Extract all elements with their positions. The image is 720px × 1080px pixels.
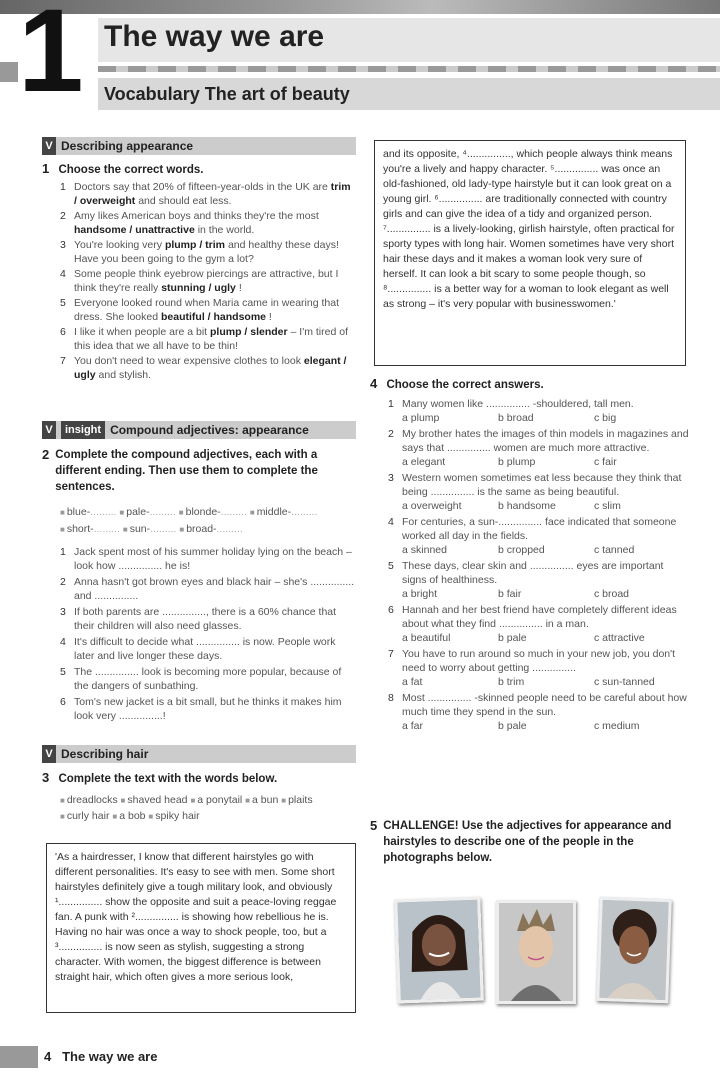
- insight-badge: insight: [61, 421, 105, 439]
- question-text: Most ............... -skinned people need to be careful about how much time they spend in the sun.: [402, 692, 687, 718]
- item-pre: You don't need to wear expensive clothes to look: [74, 355, 301, 367]
- word-option: middle-: [256, 506, 292, 518]
- question-text: You have to run around so much in your new job, you don't need to worry about getting ...............: [402, 648, 676, 674]
- item-pre: Doctors say that 20% of fifteen-year-olds in the UK are: [74, 181, 328, 193]
- exercise-item: [60, 238, 356, 266]
- item-pre: Some people think eyebrow piercings are attractive, but I think they're really: [74, 268, 339, 294]
- subtitle-bold: Vocabulary: [104, 84, 200, 104]
- question-item: [388, 397, 690, 411]
- item-text: Jack spent most of his summer holiday lying on the beach – look how ............... he is!: [74, 546, 352, 572]
- option-text: beautiful: [410, 632, 451, 644]
- answer-options: [402, 675, 690, 689]
- option-letter: c: [594, 588, 603, 600]
- task-2: [42, 447, 356, 495]
- bullet-square-icon: ■: [60, 812, 65, 821]
- subtitle-rest: The art of beauty: [204, 84, 350, 104]
- photo-woman-curly-hair: [596, 897, 672, 1003]
- item-number: 5: [388, 560, 394, 572]
- answer-option-b: [498, 719, 594, 733]
- answer-option-b: [498, 411, 594, 425]
- item-number: 5: [60, 666, 66, 678]
- item-choice-words: plump / slender: [210, 326, 288, 338]
- section-title: Describing hair: [61, 746, 149, 761]
- item-number: 6: [60, 326, 66, 338]
- question-item: [388, 427, 690, 455]
- option-letter: a: [402, 632, 411, 644]
- task-instruction: CHALLENGE! Use the adjectives for appearance and hairstyles to describe one of the people in the photographs below.: [383, 820, 672, 864]
- word-box-row: [60, 793, 356, 808]
- item-text: Anna hasn't got brown eyes and black hair – she's ............... and ...............: [74, 576, 355, 602]
- option-letter: c: [594, 500, 603, 512]
- answer-options: [402, 411, 690, 425]
- bullet-square-icon: ■: [60, 525, 65, 534]
- item-pre: You're looking very: [74, 239, 163, 251]
- bullet-square-icon: ■: [281, 796, 287, 805]
- word-option: plaits: [288, 794, 313, 806]
- item-choice-words: stunning / ugly: [161, 282, 236, 294]
- option-text: plump: [506, 456, 536, 468]
- option-letter: b: [498, 500, 507, 512]
- exercise-item: [60, 575, 356, 603]
- section-task-4: [370, 376, 690, 735]
- task-4-items: [388, 397, 690, 733]
- option-letter: a: [402, 456, 411, 468]
- task-1: [42, 161, 356, 178]
- exercise-item: [60, 296, 356, 324]
- option-letter: a: [402, 412, 411, 424]
- answer-option-b: [498, 587, 594, 601]
- item-number: 1: [60, 546, 66, 558]
- option-letter: c: [594, 632, 603, 644]
- option-letter: b: [498, 720, 507, 732]
- option-letter: b: [498, 412, 507, 424]
- portrait-illustration: [599, 900, 668, 1000]
- option-text: handsome: [506, 500, 556, 512]
- item-choice-words: elegant / ugly: [74, 355, 347, 381]
- hairdresser-text-right: [374, 140, 686, 366]
- word-option: curly hair: [66, 810, 110, 822]
- item-text: [74, 296, 356, 324]
- section-insight: [42, 421, 356, 725]
- answer-option-b: [498, 631, 594, 645]
- task-2-items: [60, 545, 356, 723]
- item-post: in the world.: [197, 224, 255, 236]
- option-text: attractive: [602, 632, 645, 644]
- exercise-item: [60, 665, 356, 693]
- option-text: tanned: [602, 544, 635, 556]
- item-number: 3: [60, 239, 66, 251]
- word-option: broad-: [186, 523, 217, 535]
- option-letter: a: [402, 544, 411, 556]
- bullet-square-icon: ■: [120, 796, 126, 805]
- option-text: broad: [506, 412, 534, 424]
- word-option: pale-: [126, 506, 150, 518]
- option-letter: c: [594, 720, 603, 732]
- word-option: a bob: [119, 810, 146, 822]
- item-text: Tom's new jacket is a bit small, but he thinks it makes him look very ...............!: [74, 696, 342, 722]
- option-text: pale: [506, 720, 527, 732]
- vocabulary-badge: V: [42, 745, 56, 763]
- answer-option-c: [594, 455, 690, 469]
- option-letter: c: [594, 544, 603, 556]
- header-texture: [0, 0, 720, 14]
- bullet-square-icon: ■: [122, 525, 128, 534]
- answer-options: [402, 631, 690, 645]
- item-number: 2: [388, 428, 394, 440]
- answer-option-a: [402, 587, 498, 601]
- hairdresser-text-left: [46, 843, 356, 1013]
- item-post: and stylish.: [98, 369, 152, 381]
- option-text: skinned: [410, 544, 447, 556]
- question-text: My brother hates the images of thin models in magazines and says that ............... women are much more attractive.: [402, 428, 689, 454]
- item-number: 5: [60, 297, 66, 309]
- answer-options: [402, 455, 690, 469]
- word-box-row: ■ blue-......... ■ pale-......... ■ blonde-......... ■ middle-.........: [60, 506, 318, 518]
- item-number: 2: [60, 210, 66, 222]
- answer-option-a: [402, 675, 498, 689]
- option-text: pale: [506, 632, 527, 644]
- bullet-square-icon: ■: [245, 796, 251, 805]
- exercise-item: [60, 605, 356, 633]
- answer-options: [402, 587, 690, 601]
- answer-option-a: [402, 719, 498, 733]
- item-text: [74, 180, 356, 208]
- option-letter: c: [594, 456, 603, 468]
- page-number: 4: [44, 1049, 52, 1064]
- answer-option-c: [594, 499, 690, 513]
- answer-options: [402, 543, 690, 557]
- task-instruction: Choose the correct words.: [58, 164, 204, 176]
- option-text: bright: [410, 588, 438, 600]
- question-text: Hannah and her best friend have completely different ideas about what they find ............... in a man.: [402, 604, 677, 630]
- word-box-row: [60, 809, 356, 824]
- word-option: a ponytail: [197, 794, 243, 806]
- option-text: trim: [506, 676, 525, 688]
- bullet-square-icon: ■: [179, 525, 185, 534]
- item-text: The ............... look is becoming more popular, because of the dangers of sunbathing.: [74, 666, 342, 692]
- option-letter: a: [402, 588, 411, 600]
- option-text: far: [410, 720, 424, 732]
- item-post: !: [238, 282, 242, 294]
- task-4: [370, 376, 690, 393]
- item-pre: I like it when people are a bit: [74, 326, 208, 338]
- exercise-item: [60, 545, 356, 573]
- option-letter: b: [498, 588, 507, 600]
- item-text: [74, 354, 356, 382]
- item-text: [74, 325, 356, 353]
- option-letter: b: [498, 676, 507, 688]
- answer-option-c: [594, 675, 690, 689]
- bullet-square-icon: ■: [112, 812, 118, 821]
- option-text: medium: [602, 720, 640, 732]
- bullet-square-icon: ■: [249, 508, 255, 517]
- item-number: 7: [60, 355, 66, 367]
- word-option: sun-: [129, 523, 151, 535]
- lesson-subtitle: [104, 84, 350, 105]
- exercise-item: [60, 325, 356, 353]
- item-number: 1: [388, 398, 394, 410]
- task-number: 2: [42, 447, 50, 462]
- answer-options: [402, 719, 690, 733]
- option-text: big: [602, 412, 617, 424]
- option-letter: a: [402, 500, 411, 512]
- word-option: shaved head: [127, 794, 188, 806]
- question-item: [388, 647, 690, 675]
- option-letter: a: [402, 720, 411, 732]
- answer-option-b: [498, 455, 594, 469]
- answer-option-c: [594, 587, 690, 601]
- portrait-illustration: [397, 900, 480, 1001]
- bullet-square-icon: ■: [178, 508, 184, 517]
- section-header: [42, 137, 356, 155]
- item-number: 7: [388, 648, 394, 660]
- option-letter: c: [594, 676, 603, 688]
- section-title: Compound adjectives: appearance: [110, 422, 309, 437]
- item-number: 4: [60, 268, 66, 280]
- option-text: fair: [506, 588, 522, 600]
- section-title: Describing appearance: [61, 138, 194, 153]
- bullet-square-icon: ■: [60, 796, 65, 805]
- unit-number: 1: [18, 0, 84, 117]
- option-text: cropped: [506, 544, 545, 556]
- answer-option-c: [594, 631, 690, 645]
- answer-option-c: [594, 543, 690, 557]
- item-number: 3: [388, 472, 394, 484]
- task-3: [42, 770, 356, 787]
- task-5: [370, 818, 686, 866]
- answer-options: [402, 499, 690, 513]
- section-describing-appearance: [42, 137, 356, 383]
- option-letter: a: [402, 676, 411, 688]
- task-number: 3: [42, 770, 50, 785]
- exercise-item: [60, 354, 356, 382]
- item-number: 6: [388, 604, 394, 616]
- page-footer: [44, 1049, 157, 1064]
- question-text: These days, clear skin and ............... eyes are important signs of healthiness.: [402, 560, 664, 586]
- answer-option-c: [594, 719, 690, 733]
- question-item: [388, 691, 690, 719]
- exercise-item: [60, 209, 356, 237]
- question-text: For centuries, a sun-............... face indicated that someone worked all day in the fields.: [402, 516, 677, 542]
- item-number: 2: [60, 576, 66, 588]
- option-letter: b: [498, 544, 507, 556]
- task-1-items: [60, 180, 356, 382]
- word-option: a bun: [252, 794, 279, 806]
- footer-title: The way we are: [62, 1049, 158, 1064]
- item-number: 4: [60, 636, 66, 648]
- item-number: 6: [60, 696, 66, 708]
- item-choice-words: trim / overweight: [74, 181, 351, 207]
- option-text: broad: [602, 588, 630, 600]
- question-text: Western women sometimes eat less because they think that being ............... is the same as being beautiful.: [402, 472, 682, 498]
- item-text: It's difficult to decide what ............... is now. People work later and live longer these days.: [74, 636, 336, 662]
- item-text: [74, 209, 356, 237]
- section-task-5: [370, 818, 686, 866]
- word-option: blue-: [66, 506, 91, 518]
- answer-option-a: [402, 411, 498, 425]
- item-choice-words: beautiful / handsome: [160, 311, 266, 323]
- header-divider: [98, 66, 720, 72]
- exercise-item: [60, 180, 356, 208]
- section-describing-hair: [42, 745, 356, 824]
- task-number: 1: [42, 161, 50, 176]
- photo-man-dreadlocks: [394, 897, 484, 1004]
- option-letter: b: [498, 456, 507, 468]
- item-text: If both parents are ..............., there is a 60% chance that their children will also need glasses.: [74, 606, 337, 632]
- bullet-square-icon: ■: [119, 508, 125, 517]
- vocabulary-badge: V: [42, 137, 56, 155]
- item-pre: Everyone looked round when Maria came in wearing that dress. She looked: [74, 297, 339, 323]
- item-post: – I'm tired of this idea that we all have to be thin!: [74, 326, 348, 352]
- task-number: 5: [370, 818, 378, 833]
- item-choice-words: handsome / unattractive: [74, 224, 195, 236]
- bullet-square-icon: ■: [60, 508, 65, 517]
- word-option: dreadlocks: [66, 794, 118, 806]
- answer-option-b: [498, 543, 594, 557]
- option-text: fair: [602, 456, 617, 468]
- portrait-illustration: [499, 903, 573, 1001]
- word-box-row: ■ short-......... ■ sun-......... ■ broad-.........: [60, 523, 243, 535]
- option-letter: b: [498, 632, 507, 644]
- item-text: [74, 267, 356, 295]
- task-instruction: Complete the compound adjectives, each with a different ending. Then use them to complete the sentences.: [55, 449, 318, 493]
- word-option: blonde-: [185, 506, 221, 518]
- bullet-square-icon: ■: [190, 796, 196, 805]
- answer-option-b: [498, 499, 594, 513]
- word-option: short-: [66, 523, 94, 535]
- answer-option-a: [402, 631, 498, 645]
- footer-accent: [0, 1046, 38, 1068]
- task-instruction: Complete the text with the words below.: [58, 773, 278, 785]
- hairdresser-text: 'As a hairdresser, I know that different hairstyles go with different personalities. It's easy to see with men. Some short hairstyles definitely give a tough military look, and obviously ¹............... show the opposite and suit a peace-loving reggae fan. A punk with ²............... is showing how rebellious he is. Having no hair was once a way to shock people, too, but a ³............... is now seen as stylish, suggesting a strong character. With women, the biggest difference is between straight hair, which often gives a more serious look,: [55, 851, 337, 983]
- question-text: Many women like ............... -shouldered, tall men.: [402, 398, 634, 410]
- question-item: [388, 515, 690, 543]
- section-header: [42, 421, 356, 439]
- item-pre: Amy likes American boys and thinks they're the most: [74, 210, 319, 222]
- item-choice-words: plump / trim: [164, 239, 226, 251]
- question-item: [388, 559, 690, 587]
- exercise-item: [60, 267, 356, 295]
- answer-option-a: [402, 543, 498, 557]
- option-letter: c: [594, 412, 603, 424]
- answer-option-b: [498, 675, 594, 689]
- answer-option-c: [594, 411, 690, 425]
- item-text: [74, 238, 356, 266]
- unit-title: The way we are: [104, 20, 325, 53]
- question-item: [388, 471, 690, 499]
- item-post: !: [268, 311, 272, 323]
- task-number: 4: [370, 376, 378, 391]
- option-text: sun-tanned: [602, 676, 655, 688]
- hairdresser-text-continued: and its opposite, ⁴..............., which people always think means you're a lively and happy character. ⁵............... was once an old-fashioned, old lady-type hairstyle but it can look great on a young girl. ⁶............... are traditionally connected with country girls and can give the idea of a tidy and organized person. ⁷............... is a lively-looking, girlish hairstyle, often practical for sporty types with long hair. Women sometimes have very short hair these days and it makes a woman look very sure of herself. It can look a bit scary to some people though, so ⁸............... is a better way for a woman to look elegant as well as strong – it's very popular with businesswomen.': [383, 148, 675, 310]
- task-instruction: Choose the correct answers.: [386, 379, 544, 391]
- item-post: and healthy these days! Have you been going to the gym a lot?: [74, 239, 339, 265]
- bullet-square-icon: ■: [148, 812, 154, 821]
- section-header: [42, 745, 356, 763]
- option-text: plump: [410, 412, 440, 424]
- item-number: 8: [388, 692, 394, 704]
- word-option: spiky hair: [155, 810, 200, 822]
- vocabulary-badge: V: [42, 421, 56, 439]
- item-post: and should eat less.: [138, 195, 232, 207]
- item-number: 1: [60, 181, 66, 193]
- question-item: [388, 603, 690, 631]
- option-text: slim: [602, 500, 621, 512]
- exercise-item: [60, 635, 356, 663]
- exercise-item: [60, 695, 356, 723]
- option-text: overweight: [410, 500, 462, 512]
- option-text: fat: [410, 676, 423, 688]
- item-number: 4: [388, 516, 394, 528]
- answer-option-a: [402, 499, 498, 513]
- option-text: elegant: [410, 456, 446, 468]
- answer-option-a: [402, 455, 498, 469]
- left-accent: [0, 62, 18, 82]
- item-number: 3: [60, 606, 66, 618]
- photo-man-spiky-hair: [496, 900, 576, 1004]
